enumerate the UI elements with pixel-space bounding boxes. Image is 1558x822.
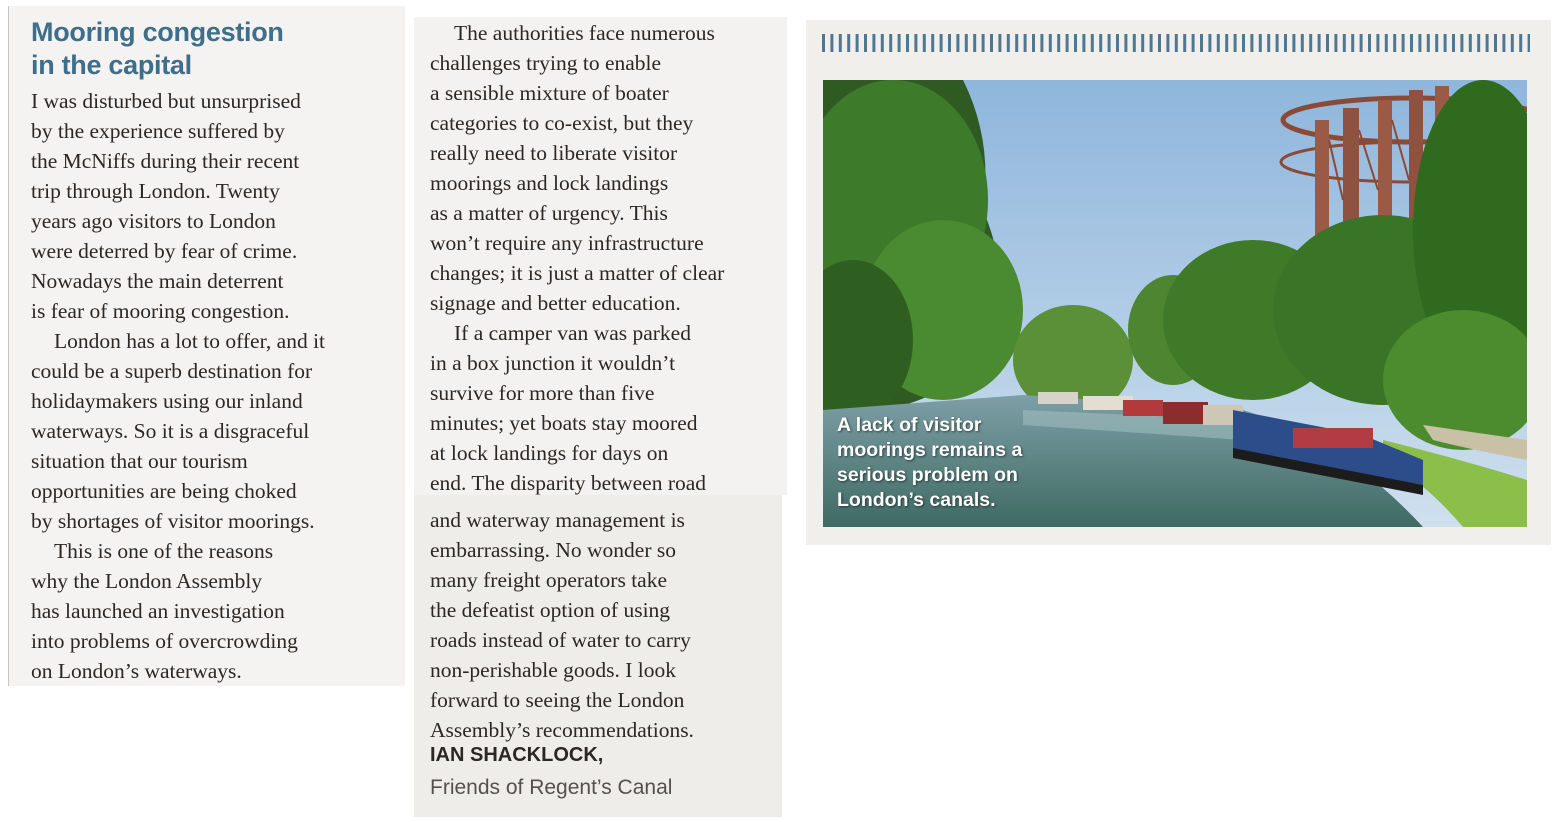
photo-clipping <box>806 20 1551 545</box>
tick-mark <box>1267 34 1270 52</box>
tick-mark <box>1225 34 1228 52</box>
tick-mark <box>1502 34 1505 52</box>
text-line: into problems of overcrowding <box>31 629 298 653</box>
tick-mark <box>940 34 943 52</box>
tick-mark <box>906 34 909 52</box>
tick-mark <box>1259 34 1262 52</box>
text-line: Assembly’s recommendations. <box>430 718 694 742</box>
tick-mark <box>931 34 934 52</box>
tick-mark <box>1024 34 1027 52</box>
caption-line: moorings remains a <box>837 439 1023 461</box>
headline-line: in the capital <box>31 50 192 80</box>
tick-mark <box>1250 34 1253 52</box>
tick-mark <box>1116 34 1119 52</box>
letter-column-1 <box>8 6 405 686</box>
text-line: the McNiffs during their recent <box>31 149 300 173</box>
tick-mark <box>1099 34 1102 52</box>
tick-mark <box>914 34 917 52</box>
tick-mark <box>923 34 926 52</box>
photo-caption <box>837 413 1022 513</box>
tick-mark <box>1124 34 1127 52</box>
tick-mark <box>1234 34 1237 52</box>
tick-mark <box>1427 34 1430 52</box>
tick-mark <box>1276 34 1279 52</box>
text-line: many freight operators take <box>430 568 668 592</box>
tick-mark <box>856 34 859 52</box>
text-line: is fear of mooring congestion. <box>31 299 290 323</box>
tick-mark <box>1301 34 1304 52</box>
letter-column-2-top <box>414 17 787 495</box>
text-line: by shortages of visitor moorings. <box>31 509 315 533</box>
tick-mark <box>948 34 951 52</box>
tick-mark <box>1452 34 1455 52</box>
text-line: a sensible mixture of boater <box>430 81 669 105</box>
tick-mark <box>1477 34 1480 52</box>
letter-column-2-bottom <box>414 495 782 817</box>
tick-mark <box>1402 34 1405 52</box>
text-line: waterways. So it is a disgraceful <box>31 419 310 443</box>
tick-mark <box>965 34 968 52</box>
tick-mark <box>1385 34 1388 52</box>
text-line: trip through London. Twenty <box>31 179 280 203</box>
tick-mark <box>1360 34 1363 52</box>
text-line: at lock landings for days on <box>430 441 669 465</box>
tick-mark <box>1486 34 1489 52</box>
text-line: If a camper van was parked <box>454 321 691 345</box>
text-line: has launched an investigation <box>31 599 285 623</box>
tick-mark <box>1183 34 1186 52</box>
tick-mark <box>1082 34 1085 52</box>
tick-mark <box>822 34 825 52</box>
tick-mark <box>1208 34 1211 52</box>
tick-mark <box>1066 34 1069 52</box>
tick-mark <box>990 34 993 52</box>
text-line: moorings and lock landings <box>430 171 669 195</box>
text-line: changes; it is just a matter of clear <box>430 261 725 285</box>
tick-mark <box>1318 34 1321 52</box>
text-line: why the London Assembly <box>31 569 263 593</box>
tick-mark <box>889 34 892 52</box>
tick-mark <box>1528 34 1530 52</box>
text-line: by the experience suffered by <box>31 119 285 143</box>
tick-mark <box>1469 34 1472 52</box>
tick-mark <box>998 34 1001 52</box>
tick-mark <box>1200 34 1203 52</box>
text-line: the defeatist option of using <box>430 598 671 622</box>
tick-mark <box>1158 34 1161 52</box>
tick-mark <box>1292 34 1295 52</box>
text-line: forward to seeing the London <box>430 688 685 712</box>
text-line: won’t require any infrastructure <box>430 231 704 255</box>
tick-mark <box>1444 34 1447 52</box>
text-line: situation that our tourism <box>31 449 248 473</box>
tick-mark <box>872 34 875 52</box>
tick-mark <box>1494 34 1497 52</box>
tick-mark <box>881 34 884 52</box>
tick-mark <box>1511 34 1514 52</box>
tick-mark <box>956 34 959 52</box>
tick-mark <box>1141 34 1144 52</box>
text-line: survive for more than five <box>430 381 655 405</box>
tick-mark <box>1166 34 1169 52</box>
tick-mark <box>1410 34 1413 52</box>
text-line: London has a lot to offer, and it <box>54 329 326 353</box>
text-line: end. The disparity between road <box>430 471 707 495</box>
text-line: holidaymakers using our inland <box>31 389 303 413</box>
tick-mark <box>1175 34 1178 52</box>
text-line: categories to co-exist, but they <box>430 111 694 135</box>
tick-mark <box>1435 34 1438 52</box>
tick-mark <box>1284 34 1287 52</box>
text-line: in a box junction it wouldn’t <box>430 351 676 375</box>
text-line: years ago visitors to London <box>31 209 276 233</box>
tick-mark <box>1217 34 1220 52</box>
tick-mark <box>864 34 867 52</box>
text-line: could be a superb destination for <box>31 359 313 383</box>
signature-affiliation: Friends of Regent’s Canal <box>430 776 673 799</box>
tick-mark <box>1192 34 1195 52</box>
tick-mark <box>1343 34 1346 52</box>
signature-name: IAN SHACKLOCK, <box>430 744 604 766</box>
tick-mark <box>1032 34 1035 52</box>
tick-mark <box>1418 34 1421 52</box>
tick-mark <box>1460 34 1463 52</box>
text-line: embarrassing. No wonder so <box>430 538 677 562</box>
tick-mark <box>1108 34 1111 52</box>
tick-mark <box>1133 34 1136 52</box>
tick-mark <box>1351 34 1354 52</box>
tick-mark <box>1091 34 1094 52</box>
tick-mark <box>1309 34 1312 52</box>
caption-line: A lack of visitor <box>837 414 982 436</box>
tick-mark <box>839 34 842 52</box>
text-line: The authorities face numerous <box>454 21 715 45</box>
text-line: opportunities are being choked <box>31 479 297 503</box>
caption-line: London’s canals. <box>837 489 996 511</box>
text-line: This is one of the reasons <box>54 539 274 563</box>
headline-line: Mooring congestion <box>31 17 284 47</box>
text-line: minutes; yet boats stay moored <box>430 411 698 435</box>
tick-mark <box>1015 34 1018 52</box>
tick-mark <box>1049 34 1052 52</box>
caption-line: serious problem on <box>837 464 1018 486</box>
tick-mark <box>973 34 976 52</box>
tick-mark <box>1150 34 1153 52</box>
canal-photo <box>823 80 1527 527</box>
tick-mark <box>1393 34 1396 52</box>
tick-mark <box>1519 34 1522 52</box>
tick-strip <box>820 34 1530 52</box>
tick-mark <box>1376 34 1379 52</box>
text-line: as a matter of urgency. This <box>430 201 668 225</box>
tick-mark <box>847 34 850 52</box>
tick-mark <box>982 34 985 52</box>
tick-mark <box>1334 34 1337 52</box>
text-line: were deterred by fear of crime. <box>31 239 298 263</box>
text-line: I was disturbed but unsurprised <box>31 89 301 113</box>
text-line: signage and better education. <box>430 291 681 315</box>
tick-mark <box>1326 34 1329 52</box>
text-line: really need to liberate visitor <box>430 141 678 165</box>
tick-mark <box>1368 34 1371 52</box>
tick-mark <box>1040 34 1043 52</box>
tick-mark <box>898 34 901 52</box>
text-line: Nowadays the main deterrent <box>31 269 284 293</box>
tick-mark <box>1007 34 1010 52</box>
tick-mark <box>1242 34 1245 52</box>
text-line: challenges trying to enable <box>430 51 662 75</box>
letter-headline <box>31 16 284 82</box>
tick-mark <box>830 34 833 52</box>
text-line: and waterway management is <box>430 508 685 532</box>
text-line: on London’s waterways. <box>31 659 242 683</box>
tick-mark <box>1057 34 1060 52</box>
text-line: roads instead of water to carry <box>430 628 691 652</box>
text-line: non-perishable goods. I look <box>430 658 677 682</box>
tick-mark <box>1074 34 1077 52</box>
